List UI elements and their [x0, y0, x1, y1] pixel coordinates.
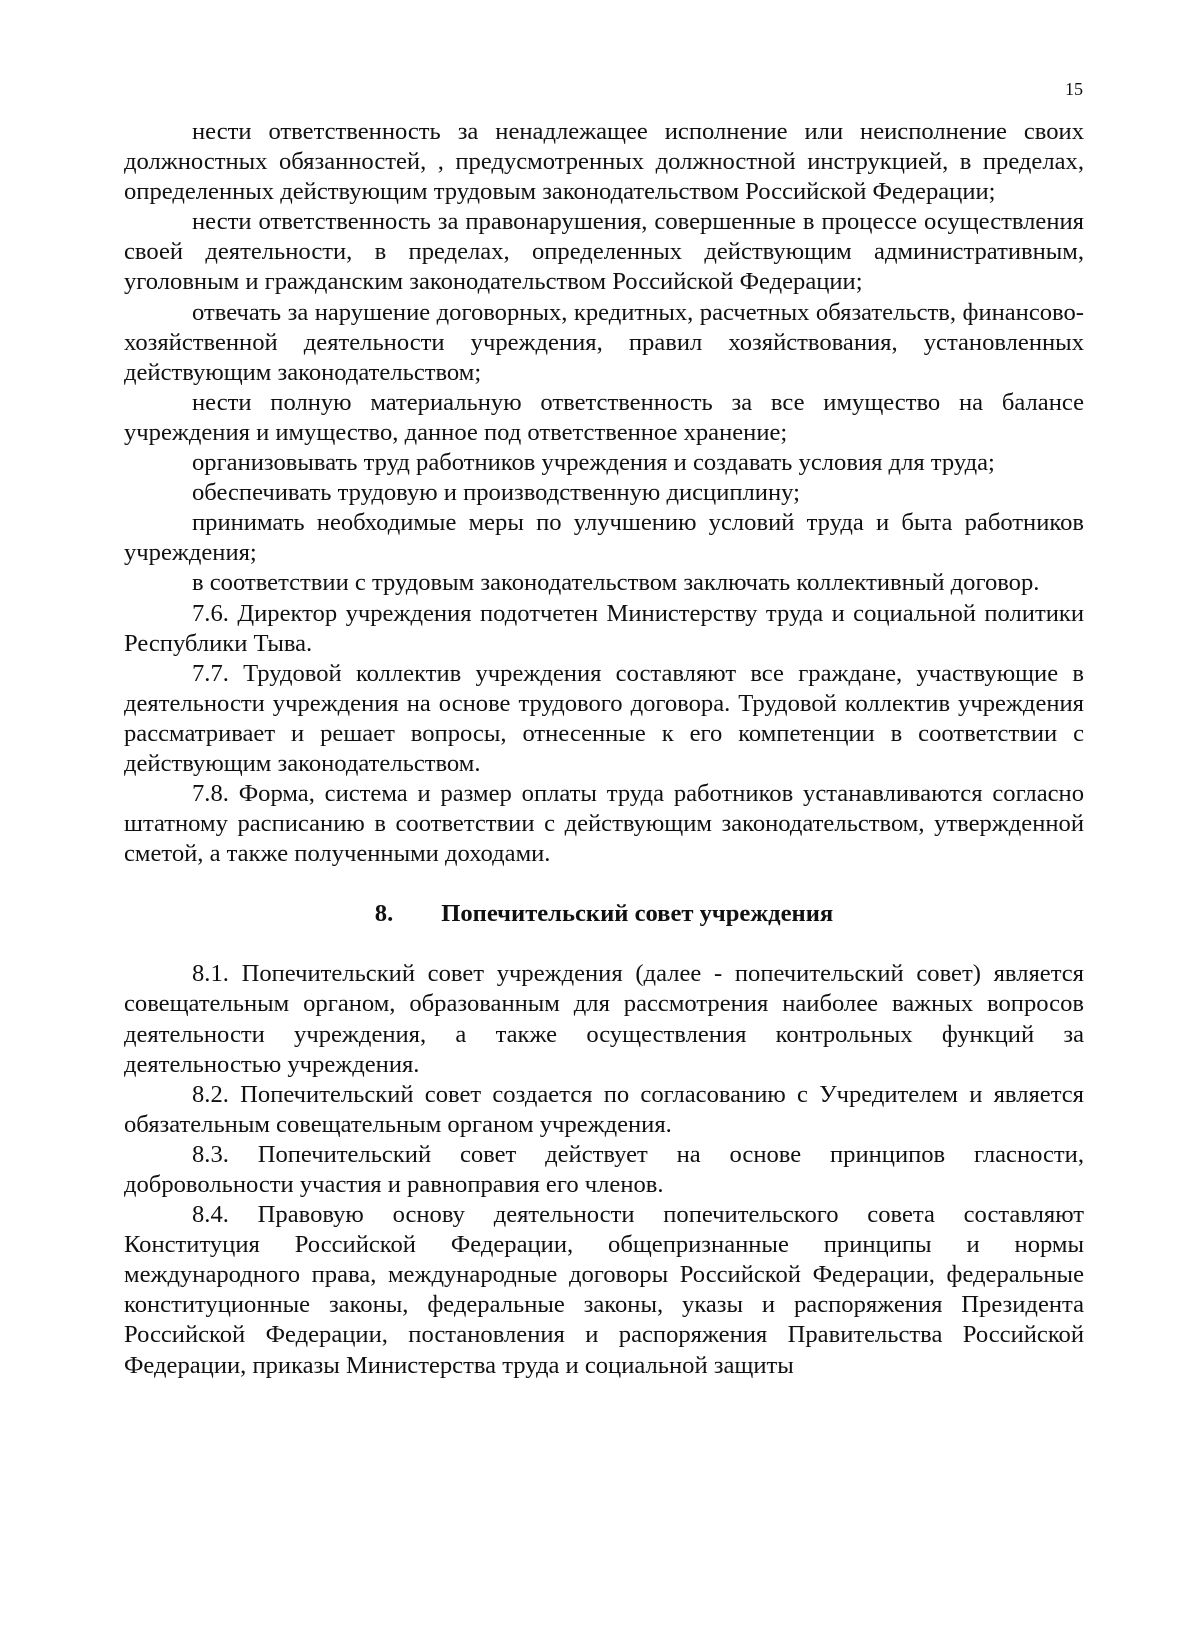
paragraph: отвечать за нарушение договорных, кредитных, расчетных обязательств, финансово-хозяйственной деятельности учреждения, правил хозяйствования, установленных действующим законодательством; [124, 298, 1084, 386]
paragraph: обеспечивать трудовую и производственную дисциплину; [192, 479, 800, 507]
paragraph: нести ответственность за правонарушения, совершенные в процессе осуществления своей деятельности, в пределах, определенных действующим административным, уголовным и гражданским законодательством Российской Федерации; [124, 208, 1084, 296]
section-number: 8. [374, 900, 394, 928]
document-body [124, 117, 1084, 1381]
section-title: Попечительский совет учреждения [441, 900, 834, 928]
paragraph: 7.8. Форма, система и размер оплаты труда работников устанавливаются согласно штатному расписанию в соответствии с действующим законодательством, утвержденной сметой, а также полученными доходами. [124, 780, 1084, 868]
paragraph: 8.1. Попечительский совет учреждения (далее - попечительский совет) является совещательным органом, образованным для рассмотрения наиболее важных вопросов деятельности учреждения, а также осуществления контрольных функций за деятельностью учреждения. [124, 960, 1084, 1078]
section-heading [124, 899, 1084, 929]
paragraph: организовывать труд работников учреждения и создавать условия для труда; [192, 449, 995, 477]
paragraph: принимать необходимые меры по улучшению условий труда и быта работников учреждения; [124, 509, 1084, 567]
paragraph: 8.4. Правовую основу деятельности попечительского совета составляют Конституция Российской Федерации, общепризнанные принципы и нормы международного права, международные договоры Российской Федерации, федеральные конституционные законы, федеральные законы, указы и распоряжения Президента Российской Федерации, постановления и распоряжения Правительства Российской Федерации, приказы Министерства труда и социальной защиты [124, 1201, 1084, 1379]
paragraph: 7.7. Трудовой коллектив учреждения составляют все граждане, участвующие в деятельности учреждения на основе трудового договора. Трудовой коллектив учреждения рассматривает и решает вопросы, отнесенные к его компетенции в соответствии с действующим законодательством. [124, 659, 1084, 777]
paragraph: 8.3. Попечительский совет действует на основе принципов гласности, добровольности участия и равноправия его членов. [124, 1140, 1084, 1198]
page-number: 15 [1065, 79, 1083, 99]
paragraph: 7.6. Директор учреждения подотчетен Министерству труда и социальной политики Республики Тыва. [124, 599, 1084, 657]
paragraph: нести ответственность за ненадлежащее исполнение или неисполнение своих должностных обязанностей, , предусмотренных должностной инструкцией, в пределах, определенных действующим трудовым законодательством Российской Федерации; [124, 118, 1084, 206]
paragraph: в соответствии с трудовым законодательством заключать коллективный договор. [192, 569, 1040, 597]
paragraph: 8.2. Попечительский совет создается по согласованию с Учредителем и является обязательным совещательным органом учреждения. [124, 1080, 1084, 1138]
paragraph: нести полную материальную ответственность за все имущество на балансе учреждения и имущество, данное под ответственное хранение; [124, 388, 1084, 446]
